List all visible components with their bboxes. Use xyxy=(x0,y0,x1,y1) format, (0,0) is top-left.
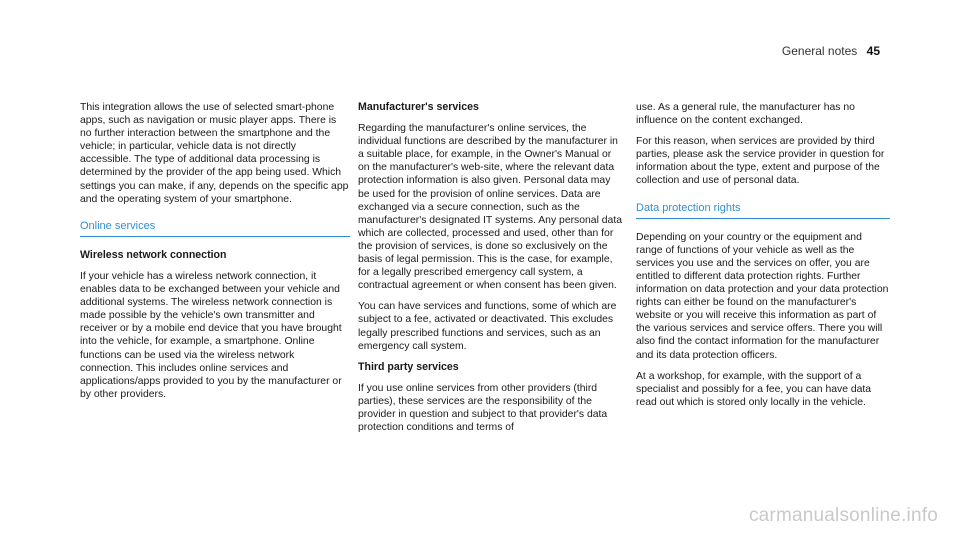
activation-paragraph: You can have services and functions, some of which are subject to a fee, activated or deactivated. This excludes legally prescribed functions and services, such as an emergency call system. xyxy=(358,301,617,352)
watermark-text: carmanualsonline.info xyxy=(748,505,938,526)
column-3 xyxy=(636,101,890,417)
continuation-paragraph: use. As a general rule, the manufacturer has no influence on the content exchanged. xyxy=(636,102,855,127)
column-2 xyxy=(358,101,622,442)
third-party-paragraph: If you use online services from other providers (third parties), these services are the responsibility of the provider in question and subject to that provider's data protection conditions and terms of xyxy=(358,382,608,434)
workshop-paragraph: At a workshop, for example, with the support of a specialist and possibly for a fee, you can have data read out which is stored only locally in the vehicle. xyxy=(636,370,872,408)
third-party-info-paragraph: For this reason, when services are provided by third parties, please ask the service provider in question for information about the type, extent and purpose of the collection and use of personal data. xyxy=(636,136,885,187)
column-1 xyxy=(80,101,350,409)
rights-paragraph: Depending on your country or the equipment and range of functions of your vehicle as well as the services you use and the services on offer, you are entitled to different data protection rights. Further information on data protection and your data protection rights can either be found on the manufacturer's website or you will receive this information as part of the various services and service offers. There you will also find the contact information for the manufacturer and its data protection officers. xyxy=(636,231,889,361)
section-title-online-services: Online services xyxy=(80,220,350,237)
header-section-title: General notes xyxy=(781,44,858,58)
section-title-data-protection-rights: Data protection rights xyxy=(636,202,890,219)
subheading-wireless-network: Wireless network connection xyxy=(80,248,227,261)
page-header xyxy=(782,44,880,58)
subheading-manufacturer-services: Manufacturer's services xyxy=(358,101,479,113)
manufacturer-services-paragraph: Regarding the manufacturer's online services, the individual functions are described by the manufacturer in a suitable place, for example, in the Owner's Manual or on the manufacturer's web-site, where the relevant data protection information is also given. Personal data may be used for the provision of online services. Data are exchanged via a secure connection, such as the manufacturer's designated IT systems. Any personal data which are collected, processed and used, other than for the provision of services, is done so exclusively on the basis of legal permission. This is the case, for example, for a legally prescribed emergency call system, a contractual agreement or when consent has been given. xyxy=(358,123,623,292)
page-number: 45 xyxy=(866,44,880,58)
subheading-third-party-services: Third party services xyxy=(358,360,459,373)
wireless-network-paragraph: If your vehicle has a wireless network connection, it enables data to be exchanged between your vehicle and additional systems. The wireless network connection is made possible by the vehicle's own transmitter and receiver or by a mobile end device that you have brought into the vehicle, for example, a smartphone. Online functions can be used via the wireless network connection. This includes online services and applications/apps provided to you by the manufacturer or by other providers. xyxy=(80,270,342,400)
intro-paragraph: This integration allows the use of selected smart-phone apps, such as navigation or music player apps. There is no further interaction between the smartphone and the vehicle; in particular, vehicle data is not directly accessible. The type of additional data processing is determined by the provider of the app being used. Which settings you can make, if any, depends on the specific app and the operating system of your smartphone. xyxy=(80,102,349,205)
